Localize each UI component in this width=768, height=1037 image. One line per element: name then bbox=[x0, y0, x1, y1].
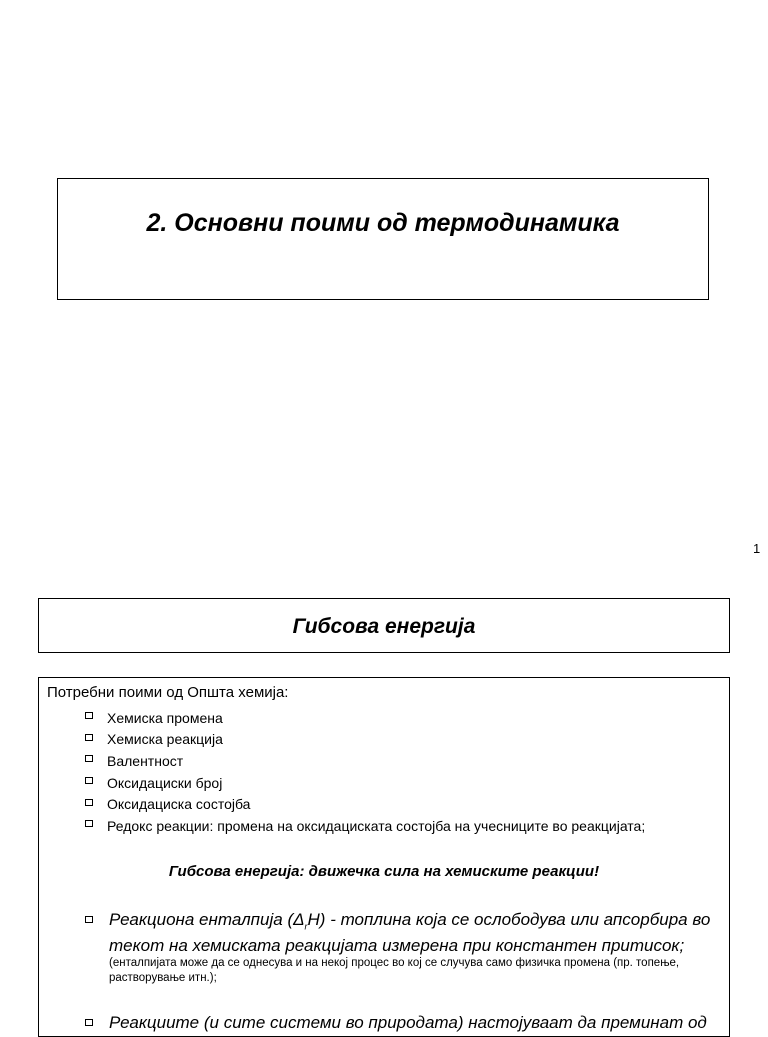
list-item: Оксидациска состојба bbox=[85, 793, 645, 815]
enthalpy-bullet bbox=[85, 910, 715, 986]
page-number: 1 bbox=[753, 541, 761, 556]
content-frame bbox=[38, 677, 730, 1037]
enthalpy-definition: Реакциона енталпија $(\Delta_rH)$ - топлина која се ослободува или апсорбира во текот на хемиската реакцијата измерена при константен притисок; bbox=[109, 910, 711, 956]
checkbox-bullet-icon bbox=[85, 755, 93, 762]
checkbox-bullet-icon bbox=[85, 712, 93, 719]
list-item: Редокс реакции: промена на оксидациската состојба на учесниците во реакцијата; bbox=[85, 815, 645, 837]
intro-text: Потребни поими од Општа хемија: bbox=[47, 684, 289, 701]
checkbox-bullet-icon bbox=[85, 1019, 93, 1026]
cutoff-text: Реакциите (и сите системи во природата) настојуваат да преминат од bbox=[109, 1013, 707, 1032]
slide-heading: Гибсова енергија bbox=[292, 615, 476, 638]
list-item: Хемиска реакција bbox=[85, 729, 645, 751]
checkbox-bullet-icon bbox=[85, 916, 93, 923]
emphasis-statement: Гибсова енергија: движечка сила на хемиските реакции! bbox=[168, 863, 600, 880]
enthalpy-note: (енталпијата може да се однесува и на некој процес во кој се случува само физичка промена (пр. топење, растворување итн.); bbox=[109, 957, 680, 985]
checkbox-bullet-icon bbox=[85, 799, 93, 806]
slide-title: 2. Основни поими од термодинамика bbox=[146, 209, 620, 237]
concept-list bbox=[85, 707, 645, 837]
title-slide-frame bbox=[57, 178, 709, 300]
checkbox-bullet-icon bbox=[85, 820, 93, 827]
heading-frame bbox=[38, 598, 730, 653]
list-item: Хемиска промена bbox=[85, 707, 645, 729]
list-item: Оксидациски број bbox=[85, 772, 645, 794]
list-item: Валентност bbox=[85, 750, 645, 772]
checkbox-bullet-icon bbox=[85, 734, 93, 741]
checkbox-bullet-icon bbox=[85, 777, 93, 784]
cutoff-bullet bbox=[85, 1013, 715, 1033]
